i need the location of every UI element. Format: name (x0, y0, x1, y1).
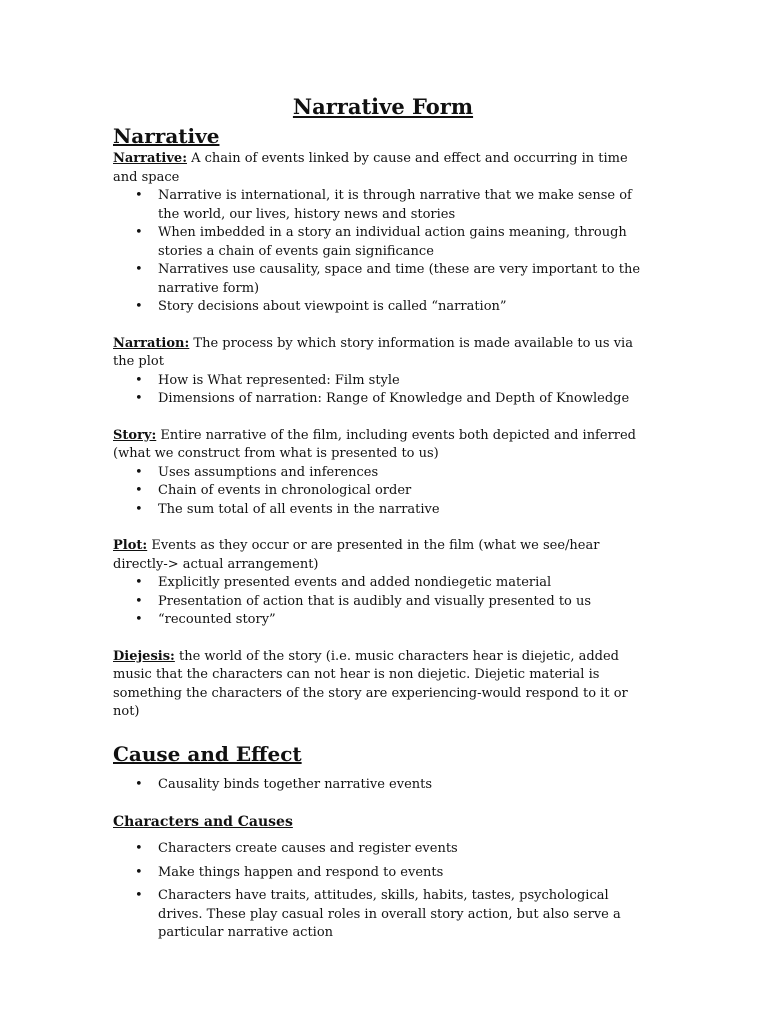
list-item: • Narratives use causality, space and time (these are very important to the narrative form) (135, 262, 641, 296)
page-title: Narrative Form (292, 94, 474, 119)
bullet-icon: • (135, 483, 143, 498)
list-item: • Causality binds together narrative events (113, 776, 653, 795)
bullet-icon: • (135, 372, 143, 388)
plot-text: Events as they occur or are presented in the film (what we see/hear directly-> actual arrangement) (113, 538, 600, 572)
plot-term: Plot: (113, 538, 148, 553)
bullet-icon: • (135, 575, 143, 590)
characters-causes-heading: Characters and Causes (113, 814, 293, 830)
diejesis-definition (113, 648, 653, 722)
narrative-term: Narrative: (113, 151, 187, 166)
story-text: Entire narrative of the film, including events both depicted and inferred (what we construct from what is presented to us) (113, 427, 637, 461)
list-item: • When imbedded in a story an individual action gains meaning, through stories a chain of events gain significance (135, 225, 627, 259)
bullet-icon: • (135, 262, 143, 277)
list-item: • Characters create causes and register events (113, 840, 653, 859)
list-item: • How is What represented: Film style (113, 372, 653, 391)
narrative-heading: Narrative (113, 124, 220, 148)
bullet-icon: • (135, 299, 143, 314)
bullet-icon: • (135, 612, 143, 627)
cause-effect-heading: Cause and Effect (113, 741, 302, 766)
diejesis-text: the world of the story (i.e. music characters hear is diejetic, added music that the characters can not hear is non diejetic. Diejetic material is something the characters of the story are experiencing-would respond to it or not) (113, 648, 628, 719)
bullet-icon: • (135, 225, 143, 240)
story-definition (113, 427, 653, 464)
narration-definition (113, 335, 653, 372)
bullet-icon: • (135, 864, 143, 880)
characters-bullets (113, 840, 653, 943)
list-item: • Story decisions about viewpoint is called “narration” (113, 298, 653, 317)
list-item: • “recounted story” (113, 611, 653, 630)
story-bullets (113, 464, 653, 520)
list-item: • Characters have traits, attitudes, skills, habits, tastes, psychological drives. These play casual roles in overall story action, but also serve a particular narrative action (135, 888, 621, 940)
cause-bullets (113, 776, 653, 795)
bullet-icon: • (135, 776, 143, 792)
diejesis-term: Diejesis: (113, 648, 175, 664)
bullet-icon: • (135, 501, 143, 517)
narrative-text: A chain of events linked by cause and effect and occurring in time and space (113, 151, 628, 185)
list-item: • Narrative is international, it is through narrative that we make sense of the world, our lives, history news and stories (135, 188, 632, 222)
narration-bullets (113, 372, 653, 409)
list-item: • The sum total of all events in the narrative (113, 501, 653, 520)
bullet-icon: • (135, 188, 143, 203)
list-item: • Chain of events in chronological order (113, 482, 653, 501)
bullet-icon: • (135, 391, 143, 406)
list-item: • Dimensions of narration: Range of Knowledge and Depth of Knowledge (113, 390, 653, 409)
list-item: • Make things happen and respond to events (113, 864, 653, 883)
bullet-icon: • (135, 888, 143, 903)
list-item: • Explicitly presented events and added nondiegetic material (113, 574, 653, 593)
list-item: • Uses assumptions and inferences (113, 464, 653, 483)
bullet-icon: • (135, 841, 143, 856)
document-page (113, 92, 653, 948)
narrative-definition (113, 150, 653, 187)
story-term: Story: (113, 427, 157, 443)
list-item: • Presentation of action that is audibly and visually presented to us (113, 593, 653, 612)
plot-definition (113, 537, 653, 574)
narration-term: Narration: (113, 335, 190, 351)
bullet-icon: • (135, 464, 143, 480)
bullet-icon: • (135, 593, 143, 609)
narrative-bullets (113, 187, 653, 317)
plot-bullets (113, 574, 653, 630)
narration-text: The process by which story information is made available to us via the plot (113, 335, 633, 369)
